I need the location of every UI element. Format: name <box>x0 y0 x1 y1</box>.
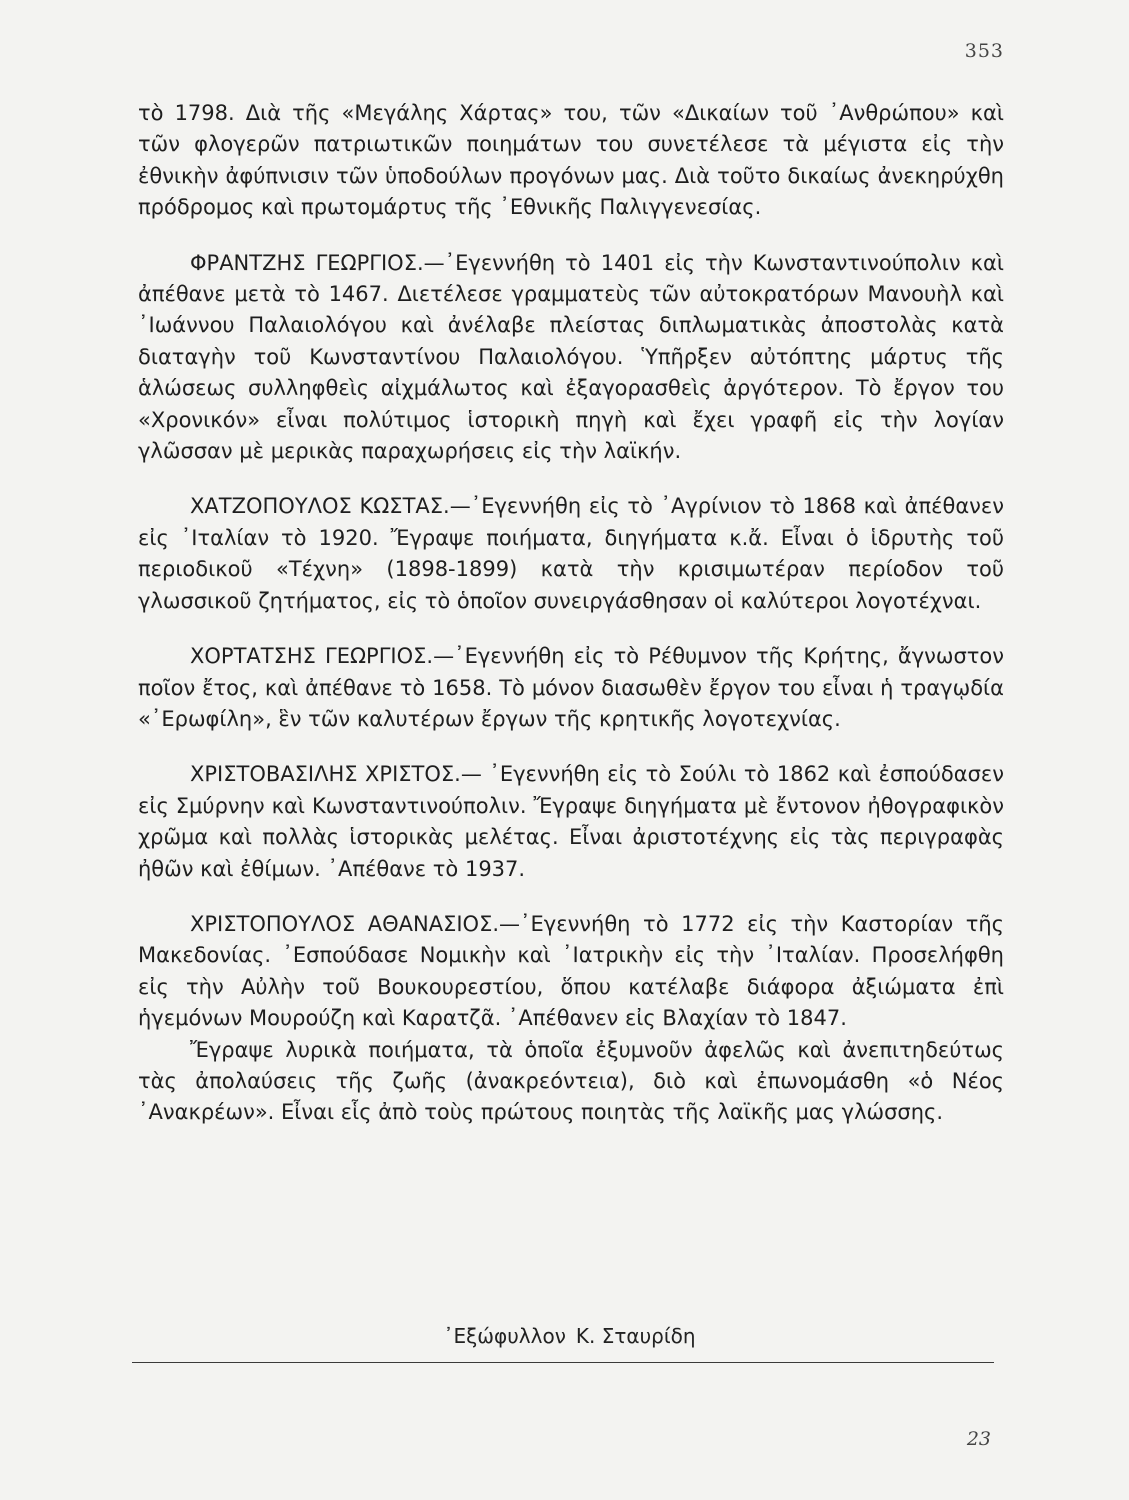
footer-rule <box>132 1362 994 1363</box>
cover-credit <box>0 1324 1129 1348</box>
intro-paragraph: τὸ 1798. Διὰ τῆς «Μεγάλης Χάρτας» του, τῶν «Δικαίων τοῦ ᾿Ανθρώπου» καὶ τῶν φλογερῶν πατριωτικῶν ποιημάτων του συνετέλεσε τὰ μέγιστα εἰς τὴν ἐθνικὴν ἀφύπνισιν τῶν ὑποδούλων προγόνων μας. Διὰ τοῦτο δικαίως ἀνεκηρύχθη πρόδρομος καὶ πρωτομάρτυς τῆς ᾿Εθνικῆς Παλιγγενεσίας. <box>138 101 1004 220</box>
cover-credit-label: ᾿Εξώφυλλον <box>443 1324 566 1348</box>
cover-credit-name: Κ. Σταυρίδη <box>575 1324 696 1348</box>
entry-chatzopoulos: ΧΑΤΖΟΠΟΥΛΟΣ ΚΩΣΤΑΣ.—᾿Εγεννήθη εἰς τὸ ᾿Αγρίνιον τὸ 1868 καὶ ἀπέθανεν εἰς ᾿Ιταλίαν τὸ 1920. Ἔγραψε ποιήματα, διηγήματα κ.ἄ. Εἶναι ὁ ἱδρυτὴς τοῦ περιοδικοῦ «Τέχνη» (1898-1899) κατὰ τὴν κρισιμωτέραν περίοδον τοῦ γλωσσικοῦ ζητήματος, εἰς τὸ ὁποῖον συνειργάσθησαν οἱ καλύτεροι λογοτέχναι. <box>138 494 1004 613</box>
entry-christopoulos-continuation: Ἔγραψε λυρικὰ ποιήματα, τὰ ὁποῖα ἐξυμνοῦν ἀφελῶς καὶ ἀνεπιτηδεύτως τὰς ἀπολαύσεις τῆς ζωῆς (ἀνακρεόντεια), διὸ καὶ ἐπωνομάσθη «ὁ Νέος ᾿Ανακρέων». Εἶναι εἷς ἀπὸ τοὺς πρώτους ποιητὰς τῆς λαϊκῆς μας γλώσσης. <box>138 1037 1004 1125</box>
entry-christopoulos: ΧΡΙΣΤΟΠΟΥΛΟΣ ΑΘΑΝΑΣΙΟΣ.—᾿Εγεννήθη τὸ 1772 εἰς τὴν Καστορίαν τῆς Μακεδονίας. ᾿Εσπούδασε Νομικὴν καὶ ᾿Ιατρικὴν εἰς τὴν ᾿Ιταλίαν. Προσελήφθη εἰς τὴν Αὐλὴν τοῦ Βουκουρεστίου, ὅπου κατέλαβε διάφορα ἀξιώματα ἐπὶ ἡγεμόνων Μουρούζη καὶ Καρατζᾶ. ᾿Απέθανεν εἰς Βλαχίαν τὸ 1847. <box>138 911 1004 1031</box>
entry-chortatsis: ΧΟΡΤΑΤΣΗΣ ΓΕΩΡΓΙΟΣ.—᾿Εγεννήθη εἰς τὸ Ρέθυμνον τῆς Κρήτης, ἄγνωστον ποῖον ἔτος, καὶ ἀπέθανε τὸ 1658. Τὸ μόνον διασωθὲν ἔργον του εἶναι ἡ τραγῳδία «᾿Ερωφίλη», ἓν τῶν καλυτέρων ἔργων τῆς κρητικῆς λογοτεχνίας. <box>138 644 1004 731</box>
page-number: 353 <box>964 40 1004 62</box>
page-body <box>138 98 1004 1129</box>
printer-signature: 23 <box>966 1428 991 1450</box>
entry-christovasilis: ΧΡΙΣΤΟΒΑΣΙΛΗΣ ΧΡΙΣΤΟΣ.— ᾿Εγεννήθη εἰς τὸ Σούλι τὸ 1862 καὶ ἐσπούδασεν εἰς Σμύρνην καὶ Κωνσταντινούπολιν. Ἔγραψε διηγήματα μὲ ἔντονον ἠθογραφικὸν χρῶμα καὶ πολλὰς ἱστορικὰς μελέτας. Εἶναι ἀριστοτέχνης εἰς τὰς περιγραφὰς ἠθῶν καὶ ἐθίμων. ᾿Απέθανε τὸ 1937. <box>138 762 1004 881</box>
entry-frantzis: ΦΡΑΝΤΖΗΣ ΓΕΩΡΓΙΟΣ.—᾿Εγεννήθη τὸ 1401 εἰς τὴν Κωνσταντινούπολιν καὶ ἀπέθανε μετὰ τὸ 1467. Διετέλεσε γραμματεὺς τῶν αὐτοκρατόρων Μανουὴλ καὶ ᾿Ιωάννου Παλαιολόγου καὶ ἀνέλαβε πλείστας διπλωματικὰς ἀποστολὰς κατὰ διαταγὴν τοῦ Κωνσταντίνου Παλαιολόγου. Ὑπῆρξεν αὐτόπτης μάρτυς τῆς ἁλώσεως συλληφθεὶς αἰχμάλωτος καὶ ἐξαγορασθεὶς ἀργότερον. Τὸ ἔργον του «Χρονικόν» εἶναι πολύτιμος ἱστορικὴ πηγὴ καὶ ἔχει γραφῆ εἰς τὴν λογίαν γλῶσσαν μὲ μερικὰς παραχωρήσεις εἰς τὴν λαϊκήν. <box>138 250 1004 464</box>
